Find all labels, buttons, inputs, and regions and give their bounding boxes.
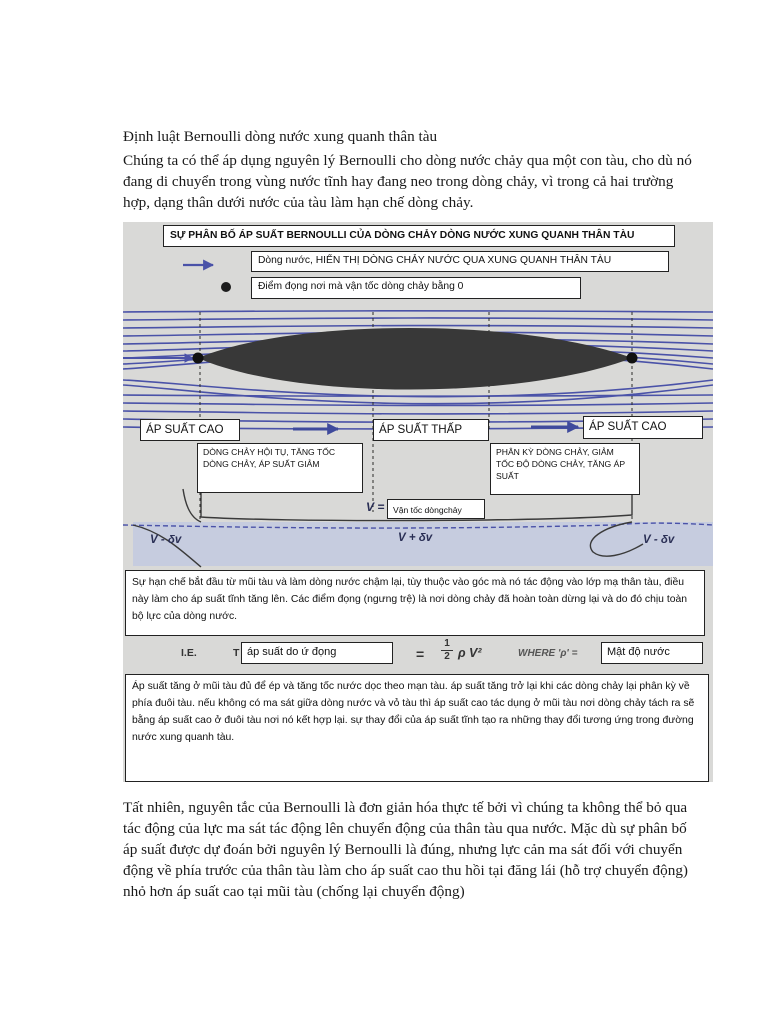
figure-title: SỰ PHÂN BỐ ÁP SUẤT BERNOULLI CỦA DÒNG CHẢY DÒNG NƯỚC XUNG QUANH THÂN TÀU — [163, 225, 675, 247]
velocity-minus-stern: V - δv — [643, 534, 675, 546]
ie-t-label: T — [233, 647, 240, 659]
document-heading: Định luật Bernoulli dòng nước xung quanh thân tàu — [123, 128, 438, 145]
formula-half-denominator: 2 — [441, 650, 453, 663]
water-density-label: Mật độ nước — [601, 642, 703, 664]
label-converging-flow: DÒNG CHẢY HỘI TỤ, TĂNG TỐC DÒNG CHẢY, ÁP SUẤT GIẢM — [197, 443, 363, 493]
formula-where-label: WHERE 'ρ' = — [518, 648, 578, 659]
velocity-symbol: V = — [366, 500, 385, 514]
intro-paragraph: Chúng ta có thể áp dụng nguyên lý Bernoulli cho dòng nước chảy qua một con tàu, cho dù nó đang di chuyển trong vùng nước tĩnh hay đang neo trong dòng chảy, vì trong cả hai trường hợp, dạng thân dưới nước của tàu làm hạn chế dòng chảy. — [123, 152, 692, 211]
velocity-meaning: Vận tốc dòngchảy — [387, 499, 485, 519]
stagnation-point-stern — [627, 353, 638, 364]
bernoulli-figure — [123, 222, 713, 782]
formula-rho-v2: ρ V² — [458, 646, 482, 660]
legend-stagnation-dot — [221, 282, 231, 292]
velocity-plus-midship: V + δv — [398, 532, 433, 544]
velocity-minus-bow: V - δv — [150, 534, 182, 546]
label-high-pressure-bow: ÁP SUẤT CAO — [140, 419, 240, 441]
ie-label: I.E. — [181, 647, 197, 659]
label-high-pressure-stern: ÁP SUẤT CAO — [583, 416, 703, 439]
formula-half — [441, 638, 453, 663]
formula-half-numerator: 1 — [444, 638, 450, 649]
legend-stagnation-label: Điểm đọng nơi mà vận tốc dòng chảy bằng 0 — [251, 277, 581, 299]
legend-flow-label: Dòng nước, HIỂN THỊ DÒNG CHẢY NƯỚC QUA XUNG QUANH THÂN TÀU — [251, 251, 669, 272]
label-low-pressure: ÁP SUẤT THẤP — [373, 419, 489, 441]
stagnation-point-bow — [193, 353, 204, 364]
stagnation-pressure-label: áp suất do ứ đọng — [241, 642, 393, 664]
formula-equals: = — [416, 646, 425, 662]
closing-paragraph: Tất nhiên, nguyên tắc của Bernoulli là đơn giản hóa thực tế bởi vì chúng ta không thể bỏ qua tác động của lực ma sát tác động lên chuyển động của thân tàu qua nước. Mặc dù sự phân bố áp suất được dự đoán bởi nguyên lý Bernoulli là đúng, nhưng lực cản ma sát đối với chuyển động về phía trước của thân tàu làm cho áp suất cao thu hồi tại đăng lái (hỗ trợ chuyển động) nhỏ hơn áp suất cao tại mũi tàu (chống lại chuyển động) — [123, 799, 688, 900]
explanation-pressure-change: Áp suất tăng ở mũi tàu đủ để ép và tăng tốc nước dọc theo mạn tàu. áp suất tăng trở lại khi các dòng chảy lại phân kỳ về phía đuôi tàu. nếu không có ma sát giữa dòng nước và vỏ tàu thì áp suất cao tác dụng ở mũi tàu nơi dòng chảy tách ra sẽ bằng áp suất cao ở đuôi tàu nơi nó kết hợp lại. sự thay đổi của áp suất tĩnh tạo ra những thay đổi tương ứng trong đường nước xung quanh tàu. — [125, 674, 709, 782]
label-diverging-flow: PHÂN KỲ DÒNG CHẢY, GIẢM TỐC ĐỘ DÒNG CHẢY, TĂNG ÁP SUẤT — [490, 443, 640, 495]
explanation-restriction: Sự hạn chế bắt đầu từ mũi tàu và làm dòng nước chậm lại, tùy thuộc vào góc mà nó tác động vào lớp mạ thân tàu, điều này làm cho áp suất tĩnh tăng lên. Các điểm đọng (ngưng trệ) là nơi dòng chảy đã hoàn toàn dừng lại và do đó chịu toàn bộ lực của dòng nước. — [125, 570, 705, 636]
